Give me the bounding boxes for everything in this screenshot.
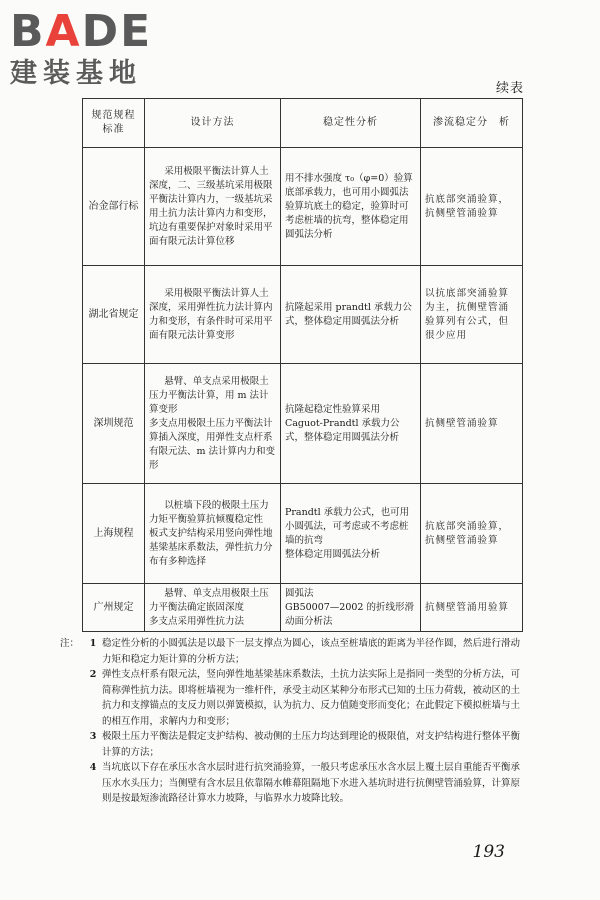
table-row bbox=[83, 364, 523, 484]
note-number: 2 bbox=[89, 669, 97, 680]
header-method: 设计方法 bbox=[145, 99, 281, 148]
header-norm: 规范规程标准 bbox=[83, 99, 145, 148]
note-item bbox=[60, 636, 525, 667]
cell-stability: 用不排水强度 τ₀（φ=0）验算底部承载力，也可用小圆弧法验算坑底土的稳定，验算时可考虑桩墙的抗弯，整体稳定用圆弧法分析 bbox=[281, 148, 421, 266]
cell-seepage: 抗底部突涌验算，抗侧壁管涌验算 bbox=[421, 484, 523, 584]
note-text: 极限土压力平衡法是假定支护结构、被动侧的土压力均达到理论的极限值，对支护结构进行整体平衡计算的方法； bbox=[102, 731, 521, 758]
page-number: 193 bbox=[472, 842, 505, 862]
continued-label: 续表 bbox=[495, 81, 524, 96]
cell-seepage: 抗侧壁管涌验算 bbox=[421, 364, 523, 484]
table-row bbox=[83, 484, 523, 584]
note-item bbox=[60, 729, 525, 760]
cell-norm: 深圳规范 bbox=[83, 364, 145, 484]
table-row bbox=[83, 266, 523, 364]
cell-stability: Prandtl 承载力公式，也可用小圆弧法，可考虑或不考虑桩墙的抗弯 整体稳定用圆弧法分析 bbox=[281, 484, 421, 584]
standards-table bbox=[82, 98, 523, 632]
header-stability: 稳定性分析 bbox=[281, 99, 421, 148]
cell-seepage: 以抗底部突涌验算为主，抗侧壁管涌验算列有公式，但很少应用 bbox=[421, 266, 523, 364]
notes-label: 注： bbox=[60, 638, 80, 649]
table-row bbox=[83, 584, 523, 632]
table-notes bbox=[60, 636, 525, 807]
cell-method: 悬臂、单支点采用极限土压力平衡法计算，用 m 法计算变形 多支点用极限土压力平衡法计算插入深度，用弹性支点杆系有限元法、m 法计算内力和变形 bbox=[145, 364, 281, 484]
cell-stability: 抗隆起采用 prandtl 承载力公式，整体稳定用圆弧法分析 bbox=[281, 266, 421, 364]
cell-norm: 上海规程 bbox=[83, 484, 145, 584]
cell-norm: 广州规定 bbox=[83, 584, 145, 632]
table-row bbox=[83, 148, 523, 266]
note-text: 当坑底以下存在承压水含水层时进行抗突涌验算，一般只考虑承压水含水层上覆土层自重能否平衡承压水水头压力；当侧壁有含水层且依靠隔水帷幕阻隔地下水进入基坑时进行抗侧壁管涌验算，计算原则是按最短渗流路径计算水力坡降，与临界水力坡降比较。 bbox=[102, 762, 521, 804]
note-text: 弹性支点杆系有限元法，竖向弹性地基梁基床系数法，土抗力法实际上是指同一类型的分析方法，可简称弹性抗力法。即将桩墙视为一维杆件，承受主动区某种分布形式已知的土压力荷载，被动区的土抗力和支撑锚点的支反力则以弹簧模拟，认为抗力、反力值随变形而变化；在此假定下模拟桩墙与土的相互作用，求解内力和变形； bbox=[102, 669, 521, 727]
cell-method: 悬臂、单支点用极限土压力平衡法确定嵌固深度 多支点采用弹性抗力法 bbox=[145, 584, 281, 632]
cell-method: 采用极限平衡法计算人土深度，二、三级基坑采用极限平衡法计算内力，一级基坑采用土抗力法计算内力和变形，坑边有重要保护对象时采用平面有限元法计算位移 bbox=[145, 148, 281, 266]
cell-method: 以桩墙下段的极限土压力力矩平衡验算抗倾覆稳定性 板式支护结构采用竖向弹性地基梁基床系数法，弹性抗力分布有多种选择 bbox=[145, 484, 281, 584]
cell-seepage: 抗底部突涌验算，抗侧壁管涌验算 bbox=[421, 148, 523, 266]
note-number: 3 bbox=[89, 731, 97, 742]
logo-subtitle: 建装基地 bbox=[10, 58, 142, 89]
note-text: 稳定性分析的小圆弧法是以最下一层支撑点为圆心，该点至桩墙底的距离为半径作圆，然后进行滑动力矩和稳定力矩计算的分析方法； bbox=[102, 638, 521, 665]
brand-logo bbox=[10, 8, 180, 90]
cell-method: 采用极限平衡法计算人土深度，采用弹性抗力法计算内力和变形，有条件时可采用平面有限元法计算变形 bbox=[145, 266, 281, 364]
note-number: 1 bbox=[89, 638, 97, 649]
cell-norm: 湖北省规定 bbox=[83, 266, 145, 364]
cell-stability: 抗隆起稳定性验算采用 Caguot-Prandtl 承载力公式，整体稳定用圆弧法分析 bbox=[281, 364, 421, 484]
logo-wordmark: BADE bbox=[10, 6, 153, 57]
cell-seepage: 抗侧壁管涌用验算 bbox=[421, 584, 523, 632]
header-seepage: 渗流稳定分 析 bbox=[421, 99, 523, 148]
cell-stability: 圆弧法 GB50007—2002 的折线形滑动面分析法 bbox=[281, 584, 421, 632]
cell-norm: 冶金部行标 bbox=[83, 148, 145, 266]
table-header-row bbox=[83, 99, 523, 148]
note-item bbox=[60, 667, 525, 729]
note-number: 4 bbox=[89, 762, 97, 773]
note-item bbox=[60, 760, 525, 807]
